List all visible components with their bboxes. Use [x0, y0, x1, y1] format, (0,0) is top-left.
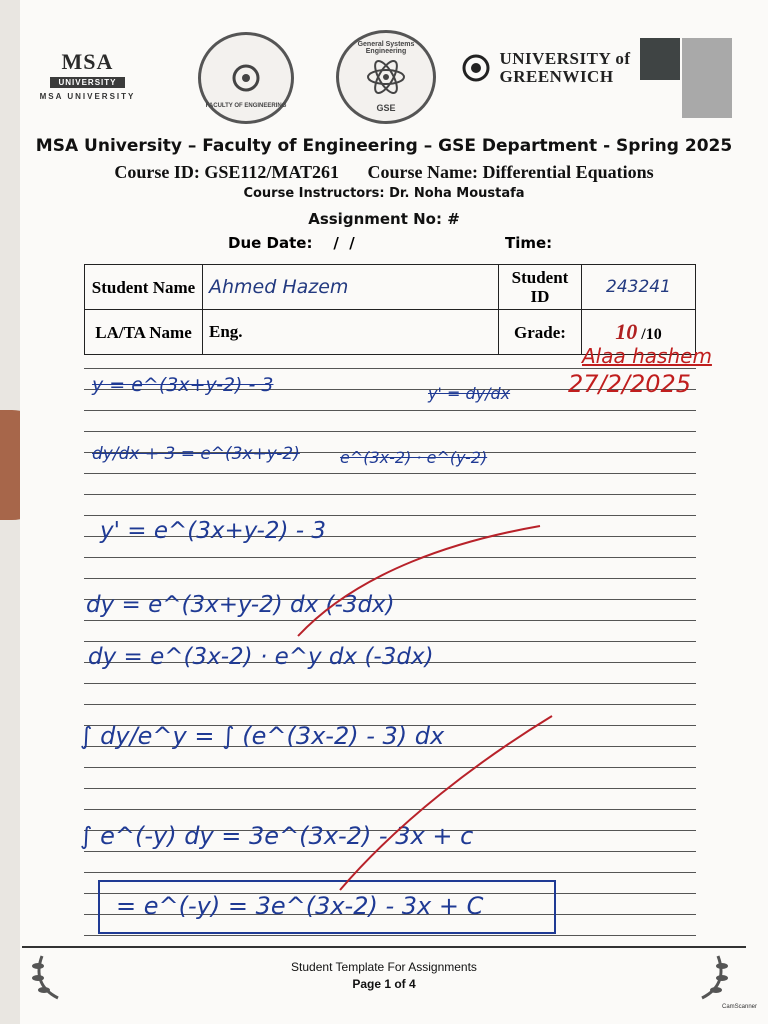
grade-value: 10 [615, 319, 638, 344]
grade-label: Grade: [499, 310, 582, 355]
gse-seal-text: General Systems Engineering [357, 41, 415, 55]
msa-logo-subtitle: MSA UNIVERSITY [39, 92, 136, 101]
boxed-final-answer: = e^(-y) = 3e^(3x-2) - 3x + C [98, 880, 556, 934]
solution-line-3: dy = e^(3x-2) · e^y dx (-3dx) [88, 644, 434, 670]
ta-name-value: Eng. [203, 310, 499, 355]
assignment-number: Assignment No: # [308, 210, 460, 228]
msa-logo-band: UNIVERSITY [50, 77, 124, 88]
solution-line-2: dy = e^(3x+y-2) dx (-3dx) [86, 592, 395, 618]
crossed-out-work-2: y' = dy/dx [428, 384, 511, 403]
grader-name: Alaa hashem [582, 344, 712, 368]
greenwich-line-1: UNIVERSITY of [499, 49, 631, 68]
gse-seal-short: GSE [376, 103, 396, 113]
course-id: Course ID: GSE112/MAT261 [114, 162, 340, 182]
crossed-out-work-1: y = e^(3x+y-2) - 3 [92, 374, 274, 396]
crossed-out-work-3: dy/dx + 3 = e^(3x+y-2) [92, 444, 300, 464]
greenwich-line-2: GREENWICH [499, 67, 614, 86]
page-number: Page 1 of 4 [352, 977, 416, 991]
course-name: Course Name: Differential Equations [367, 162, 654, 182]
student-name-value: Ahmed Hazem [203, 265, 499, 310]
student-id-value: 243241 [582, 265, 696, 310]
msa-logo-name: MSA [61, 49, 114, 74]
grade-max: /10 [641, 326, 662, 343]
footer-title: Student Template For Assignments [291, 960, 477, 974]
faculty-seal-text: FACULTY OF ENGINEERING [205, 103, 287, 109]
due-date: Due Date: / / [228, 234, 355, 252]
solution-line-1: y' = e^(3x+y-2) - 3 [100, 518, 326, 544]
student-id-label: Student ID [499, 265, 582, 310]
ta-name-label: LA/TA Name [85, 310, 203, 355]
footer-divider [22, 946, 746, 948]
solution-line-5: ∫ e^(-y) dy = 3e^(3x-2) - 3x + c [80, 822, 474, 850]
student-name-label: Student Name [85, 265, 203, 310]
solution-line-4: ∫ dy/e^y = ∫ (e^(3x-2) - 3) dx [80, 722, 445, 750]
time-label: Time: [505, 234, 553, 252]
crossed-out-work-4: e^(3x-2) · e^(y-2) [340, 448, 488, 467]
university-department-title: MSA University – Faculty of Engineering – GSE Department - Spring 2025 [35, 136, 733, 156]
scanner-watermark: CamScanner [722, 1004, 758, 1010]
grader-date: 27/2/2025 [568, 370, 692, 398]
course-instructors: Course Instructors: Dr. Noha Moustafa [243, 186, 525, 201]
